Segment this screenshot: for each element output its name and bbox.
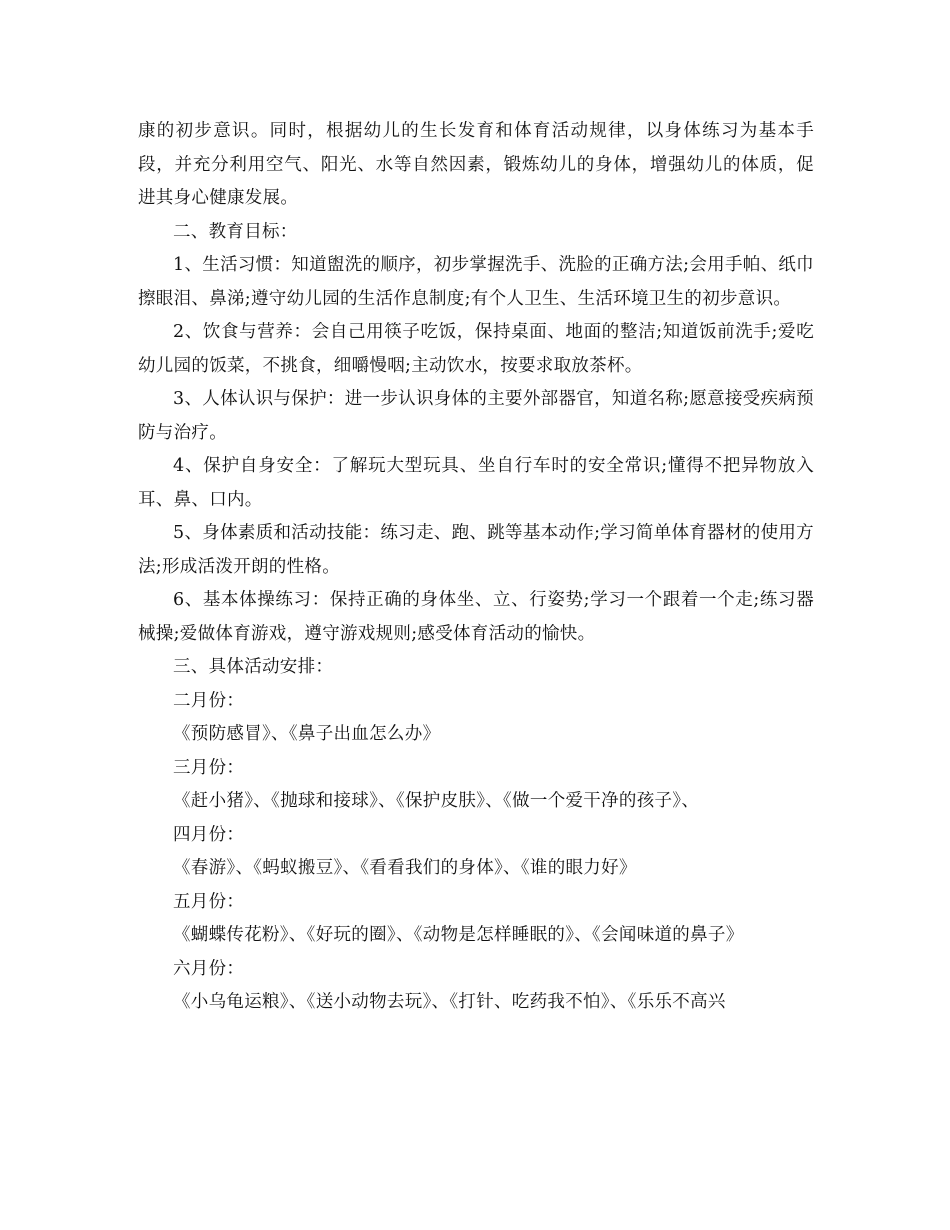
month-label-april: 四月份： bbox=[173, 824, 245, 845]
activities-march: 《赶小猪》、《抛球和接球》、《保护皮肤》、《做一个爱干净的孩子》、 bbox=[173, 791, 700, 811]
month-label-may: 五月份： bbox=[173, 891, 245, 912]
goal-diet-nutrition: 2、饮食与营养：会自己用筷子吃饭，保持桌面、地面的整洁;知道饭前洗手;爱吃幼儿园的饭菜，不挑食，细嚼慢咽;主动饮水，按要求取放茶杯。 bbox=[138, 322, 814, 376]
heading-education-goals: 二、教育目标： bbox=[173, 221, 298, 242]
month-label-march: 三月份： bbox=[173, 757, 245, 778]
activities-february: 《预防感冒》、《鼻子出血怎么办》 bbox=[173, 724, 441, 744]
document-body bbox=[138, 115, 814, 1020]
paragraph-intro-continuation: 康的初步意识。同时，根据幼儿的生长发育和体育活动规律，以身体练习为基本手段，并充分利用空气、阳光、水等自然因素，锻炼幼儿的身体，增强幼儿的体质，促进其身心健康发展。 bbox=[138, 121, 814, 208]
goal-physical-skills: 5、身体素质和活动技能：练习走、跑、跳等基本动作;学习简单体育器材的使用方法;形成活泼开朗的性格。 bbox=[138, 523, 814, 577]
activities-april: 《春游》、《蚂蚁搬豆》、《看看我们的身体》、《谁的眼力好》 bbox=[173, 858, 637, 878]
activities-june: 《小乌龟运粮》、《送小动物去玩》、《打针、吃药我不怕》、《乐乐不高兴 bbox=[173, 992, 726, 1012]
month-label-february: 二月份： bbox=[173, 690, 245, 711]
heading-activity-schedule: 三、具体活动安排： bbox=[173, 657, 334, 677]
goal-living-habits: 1、生活习惯：知道盥洗的顺序，初步掌握洗手、洗脸的正确方法;会用手帕、纸巾擦眼泪、鼻涕;遵守幼儿园的生活作息制度;有个人卫生、生活环境卫生的初步意识。 bbox=[138, 255, 814, 309]
goal-body-awareness: 3、人体认识与保护：进一步认识身体的主要外部器官，知道名称;愿意接受疾病预防与治疗。 bbox=[138, 389, 814, 443]
goal-self-safety: 4、保护自身安全：了解玩大型玩具、坐自行车时的安全常识;懂得不把异物放入耳、鼻、口内。 bbox=[138, 456, 814, 510]
activities-may: 《蝴蝶传花粉》、《好玩的圈》、《动物是怎样睡眠的》、《会闻味道的鼻子》 bbox=[173, 925, 744, 945]
goal-gymnastics: 6、基本体操练习：保持正确的身体坐、立、行姿势;学习一个跟着一个走;练习器械操;爱做体育游戏，遵守游戏规则;感受体育活动的愉快。 bbox=[138, 590, 814, 644]
month-label-june: 六月份： bbox=[173, 958, 245, 979]
